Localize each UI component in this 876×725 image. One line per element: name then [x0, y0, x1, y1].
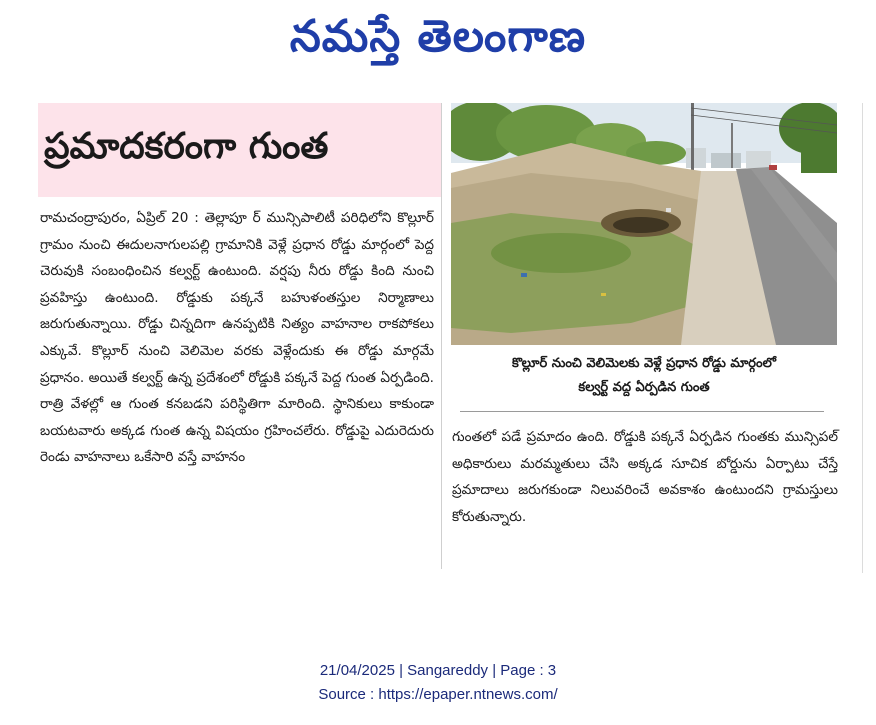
column-divider: [441, 103, 442, 569]
article-body-right: [452, 424, 838, 530]
caption-line: కల్వర్ట్ వద్ద ఏర్పడిన గుంత: [578, 380, 710, 395]
footer-source-link[interactable]: Source : https://epaper.ntnews.com/: [318, 686, 558, 703]
caption-line: కొల్లూర్ నుంచి వెలిమెలకు వెళ్లే ప్రధాన రోడ్డు మార్గంలో: [512, 356, 776, 371]
article-paragraph: గుంతలో పడే ప్రమాదం ఉంది. రోడ్డుకి పక్కనే ఏర్పడిన గుంతకు మున్సిపల్ అధికారులు మరమ్మతులు చేసి అక్కడ సూచిక బోర్డును ఏర్పాటు చేస్తే ప్రమాదాలు జరుగకుండా నిలువరించే అవకాశం ఉంటుందని గ్రామస్తులు కోరుతున్నారు.: [452, 429, 838, 525]
article-photo: [451, 103, 837, 345]
masthead-logo: నమస్తే తెలంగాణ: [289, 11, 587, 62]
article-headline: ప్రమాదకరంగా గుంత: [44, 124, 329, 167]
article-paragraph: రామచంద్రాపురం, ఏప్రిల్ 20 : తెల్లాపూ ర్ మున్సిపాలిటీ పరిధిలోని కొల్లూర్ గ్రామం నుంచి ఈదులనాగులపల్లి గ్రామానికి వెళ్లే ప్రధాన రోడ్డు మార్గంలో పెద్ద చెరువుకి సంబంధించిన కల్వర్ట్ ఉంటుంది. వర్షపు నీరు రోడ్డు కింది నుంచి ప్రవహిస్తు ఉంటుంది. రోడ్డుకు పక్కనే బహుళంతస్తుల నిర్మాణాలు జరుగుతున్నాయి. రోడ్డు చిన్నదిగా ఉనప్పటికి నిత్యం వాహనాల రాకపోకలు ఎక్కువే. కొల్లూర్ నుంచి వెలిమెల వరకు వెళ్లేందుకు ఈ రోడ్డు మార్గమే ప్రధానం. అయితే కల్వర్ట్ ఉన్న ప్రదేశంలో రోడ్డుకి పక్కనే పెద్ద గుంత ఏర్పడింది. రాత్రి వేళల్లో ఆ గుంత కనబడని పరిస్థితిగా మారింది. స్థానికులు కాకుండా బయటవారు అక్కడ గుంత ఉన్న విషయం గ్రహించలేరు. రోడ్డుపై ఎదురెదురు రెండు వాహనాలు ఒకేసారి వస్తే వాహనం: [40, 210, 434, 466]
page-edge-line: [862, 103, 863, 573]
footer: [0, 659, 876, 707]
article-body-left: [40, 205, 434, 471]
caption-rule: [460, 411, 824, 412]
headline-box: [38, 103, 442, 197]
footer-date-line: 21/04/2025 | Sangareddy | Page : 3: [319, 662, 557, 679]
photo-caption: [451, 352, 837, 400]
